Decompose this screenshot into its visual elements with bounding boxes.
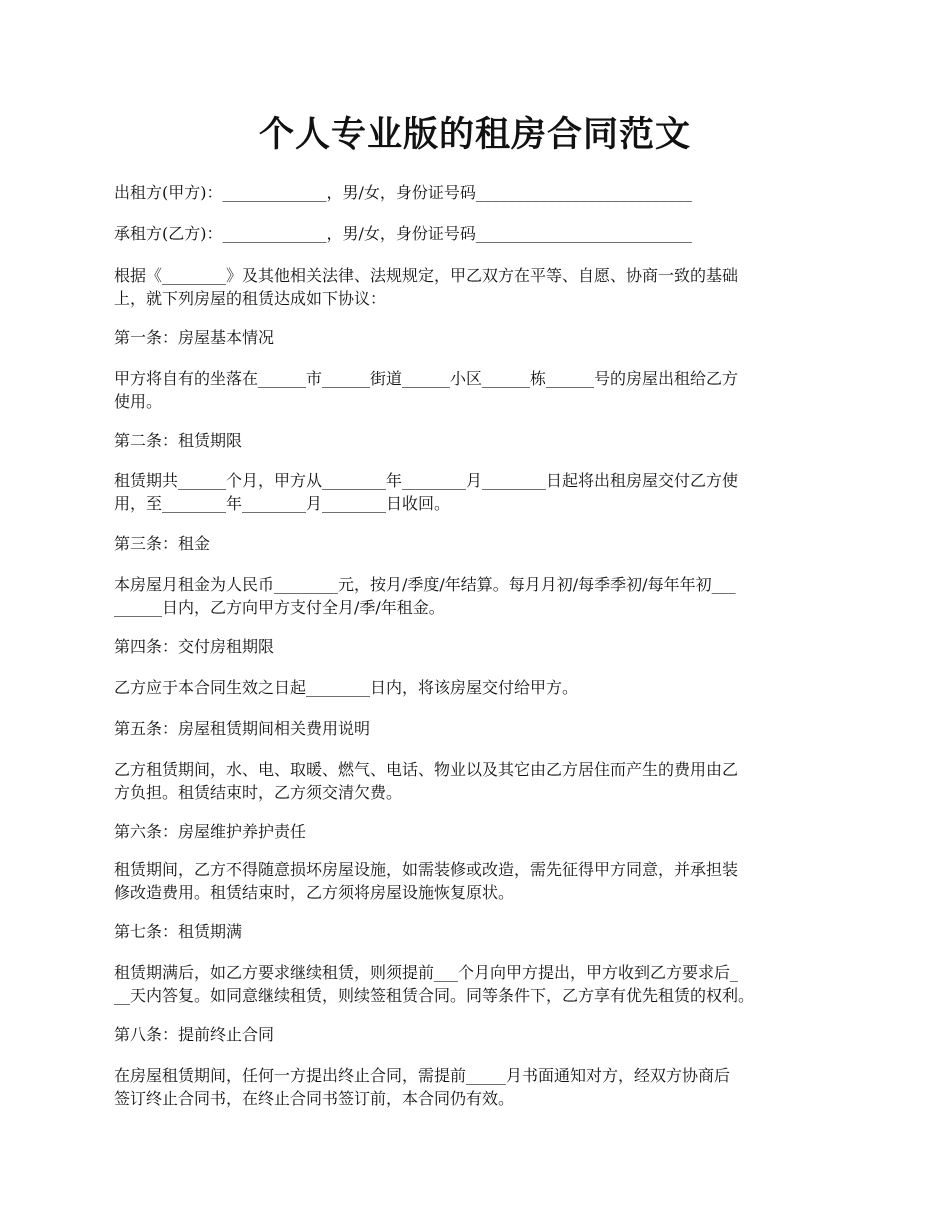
text-line: 租赁期共______个月，甲方从________年________月________日起将出租房屋交付乙方使	[114, 471, 739, 490]
text-line: 修改造费用。租赁结束时，乙方须将房屋设施恢复原状。	[114, 883, 515, 902]
article-2-heading	[114, 429, 842, 452]
preamble-paragraph	[114, 264, 842, 310]
article-1-body	[114, 367, 842, 413]
text-line: __天内答复。如同意继续租赁，则续签租赁合同。同等条件下，乙方享有优先租赁的权利。	[114, 986, 755, 1005]
lessee-line	[114, 222, 842, 245]
text-line: 本房屋月租金为人民币________元，按月/季度/年结算。每月月初/每季季初/每年年初___	[114, 575, 736, 594]
text-line: 出租方(甲方)：_____________，男/女，身份证号码___________________________	[114, 183, 692, 202]
text-line: 第六条：房屋维护养护责任	[114, 822, 307, 841]
text-line: 第四条：交付房租期限	[114, 637, 275, 656]
text-line: 第八条：提前终止合同	[114, 1025, 275, 1044]
text-line: 乙方租赁期间，水、电、取暖、燃气、电话、物业以及其它由乙方居住而产生的费用由乙	[114, 760, 739, 779]
article-6-heading	[114, 820, 842, 843]
article-6-body	[114, 858, 842, 904]
text-line: 第七条：租赁期满	[114, 922, 243, 941]
text-line: 租赁期间，乙方不得随意损坏房屋设施，如需装修或改造，需先征得甲方同意，并承担装	[114, 860, 739, 879]
text-line: 第三条：租金	[114, 534, 211, 553]
text-line: 第一条：房屋基本情况	[114, 328, 275, 347]
text-line: 使用。	[114, 392, 163, 411]
text-line: 用，至________年________月________日收回。	[114, 494, 451, 513]
text-line: ______日内，乙方向甲方支付全月/季/年租金。	[114, 598, 445, 617]
article-8-heading	[114, 1023, 842, 1046]
text-line: 在房屋租赁期间，任何一方提出终止合同，需提前_____月书面通知对方，经双方协商后	[114, 1066, 731, 1085]
article-4-body	[114, 676, 842, 699]
article-5-body	[114, 758, 842, 804]
text-line: 签订终止合同书，在终止合同书签订前，本合同仍有效。	[114, 1089, 515, 1108]
article-8-body	[114, 1064, 842, 1110]
article-1-heading	[114, 326, 842, 349]
article-3-body	[114, 573, 842, 619]
lessor-line	[114, 181, 842, 204]
text-line: 上，就下列房屋的租赁达成如下协议：	[114, 289, 387, 308]
article-4-heading	[114, 635, 842, 658]
article-3-heading	[114, 532, 842, 555]
article-7-body	[114, 961, 842, 1007]
text-line: 方负担。租赁结束时，乙方须交清欠费。	[114, 783, 403, 802]
text-line: 第五条：房屋租赁期间相关费用说明	[114, 719, 371, 738]
document-title: 个人专业版的租房合同范文	[258, 114, 691, 155]
article-5-heading	[114, 717, 842, 740]
article-7-heading	[114, 920, 842, 943]
text-line: 第二条：租赁期限	[114, 431, 243, 450]
text-line: 甲方将自有的坐落在______市______街道______小区______栋______号的房屋出租给乙方	[114, 369, 739, 388]
text-line: 租赁期满后，如乙方要求继续租赁，则须提前___个月向甲方提出，甲方收到乙方要求后_	[114, 963, 739, 982]
text-line: 根据《________》及其他相关法律、法规规定，甲乙双方在平等、自愿、协商一致的基础	[114, 266, 739, 285]
text-line: 乙方应于本合同生效之日起________日内，将该房屋交付给甲方。	[114, 678, 579, 697]
text-line: 承租方(乙方)：_____________，男/女，身份证号码___________________________	[114, 224, 692, 243]
article-2-body	[114, 469, 842, 515]
